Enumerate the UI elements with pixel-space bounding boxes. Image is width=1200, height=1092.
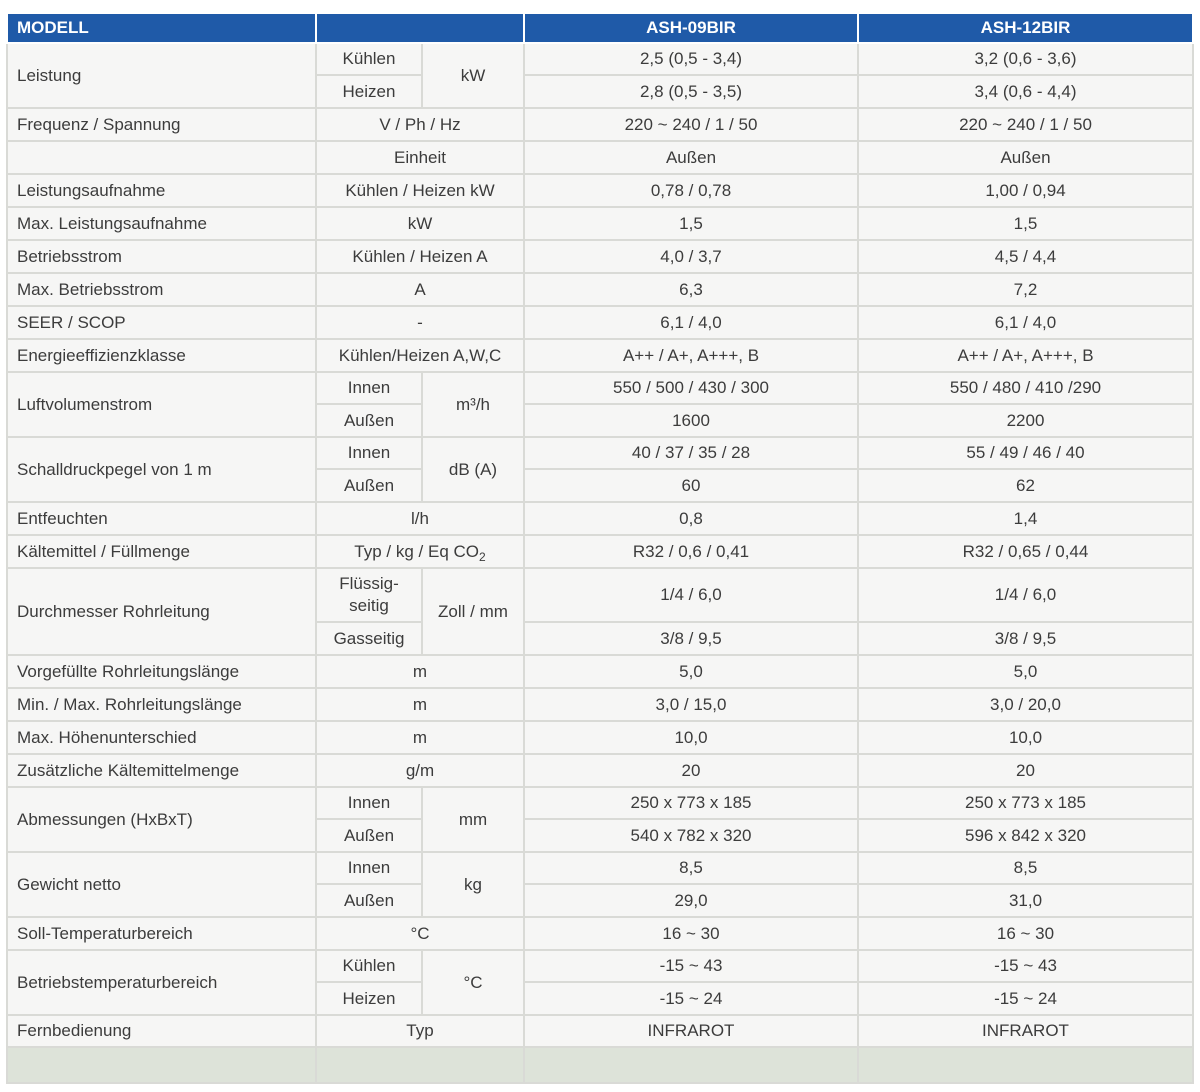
- row-label: Vorgefüllte Rohrleitungslänge: [7, 655, 316, 688]
- unit-cell: °C: [422, 950, 524, 1015]
- footer-cell: [524, 1047, 858, 1083]
- value-b: 20: [858, 754, 1193, 787]
- row-label: Zusätzliche Kältemittelmenge: [7, 754, 316, 787]
- unit-cell: Kühlen/Heizen A,W,C: [316, 339, 524, 372]
- table-row: [7, 372, 1193, 404]
- value-a: A++ / A+, A+++, B: [524, 339, 858, 372]
- unit-cell: Kühlen / Heizen A: [316, 240, 524, 273]
- table-row: [7, 721, 1193, 754]
- value-b: 10,0: [858, 721, 1193, 754]
- value-a: 6,1 / 4,0: [524, 306, 858, 339]
- value-b: Außen: [858, 141, 1193, 174]
- table-row: [7, 108, 1193, 141]
- value-a: 2,8 (0,5 - 3,5): [524, 75, 858, 108]
- row-label: Max. Höhenunterschied: [7, 721, 316, 754]
- row-label: Leistung: [7, 43, 316, 108]
- value-a: 0,8: [524, 502, 858, 535]
- table-row: [7, 339, 1193, 372]
- table-row: [7, 43, 1193, 75]
- unit-cell: -: [316, 306, 524, 339]
- value-a: 10,0: [524, 721, 858, 754]
- table-row: [7, 787, 1193, 819]
- row-label: Fernbedienung: [7, 1015, 316, 1047]
- value-a: INFRAROT: [524, 1015, 858, 1047]
- table-row: [7, 852, 1193, 884]
- value-b: 550 / 480 / 410 /290: [858, 372, 1193, 404]
- table-row: [7, 437, 1193, 469]
- value-b: INFRAROT: [858, 1015, 1193, 1047]
- row-label: Soll-Temperaturbereich: [7, 917, 316, 950]
- row-label: Max. Leistungsaufnahme: [7, 207, 316, 240]
- footer-cell: [858, 1047, 1193, 1083]
- sub-label: Flüssig-seitig: [316, 568, 422, 622]
- unit-cell: V / Ph / Hz: [316, 108, 524, 141]
- row-label: [7, 141, 316, 174]
- value-a: 1,5: [524, 207, 858, 240]
- unit-cell: m³/h: [422, 372, 524, 437]
- value-a: 16 ~ 30: [524, 917, 858, 950]
- row-label: Betriebsstrom: [7, 240, 316, 273]
- unit-cell: g/m: [316, 754, 524, 787]
- value-a: 220 ~ 240 / 1 / 50: [524, 108, 858, 141]
- table-row: [7, 502, 1193, 535]
- value-a: 540 x 782 x 320: [524, 819, 858, 852]
- sub-label: Innen: [316, 852, 422, 884]
- value-b: 3,0 / 20,0: [858, 688, 1193, 721]
- value-a: Außen: [524, 141, 858, 174]
- value-b: 1,4: [858, 502, 1193, 535]
- value-a: 29,0: [524, 884, 858, 917]
- value-b: 2200: [858, 404, 1193, 437]
- table-row: [7, 240, 1193, 273]
- modell-header: MODELL: [7, 13, 316, 43]
- row-label: Frequenz / Spannung: [7, 108, 316, 141]
- value-a: 1600: [524, 404, 858, 437]
- row-label: Abmessungen (HxBxT): [7, 787, 316, 852]
- table-row: [7, 917, 1193, 950]
- table-row: [7, 754, 1193, 787]
- sub-label: Kühlen: [316, 950, 422, 982]
- value-b: 16 ~ 30: [858, 917, 1193, 950]
- value-a: -15 ~ 24: [524, 982, 858, 1015]
- unit-cell: mm: [422, 787, 524, 852]
- row-label: Durchmesser Rohrleitung: [7, 568, 316, 655]
- sub-label: Innen: [316, 372, 422, 404]
- sub-label: Außen: [316, 884, 422, 917]
- unit-cell: Zoll / mm: [422, 568, 524, 655]
- sub-label: Gasseitig: [316, 622, 422, 655]
- unit-cell: m: [316, 655, 524, 688]
- value-a: 1/4 / 6,0: [524, 568, 858, 622]
- value-a: 4,0 / 3,7: [524, 240, 858, 273]
- value-a: 8,5: [524, 852, 858, 884]
- unit-subscript: 2: [479, 549, 486, 564]
- unit-cell: °C: [316, 917, 524, 950]
- value-b: 55 / 49 / 46 / 40: [858, 437, 1193, 469]
- sub-label: Innen: [316, 437, 422, 469]
- unit-cell: Kühlen / Heizen kW: [316, 174, 524, 207]
- row-label: Kältemittel / Füllmenge: [7, 535, 316, 568]
- model-a-header: ASH-09BIR: [524, 13, 858, 43]
- value-b: 1,5: [858, 207, 1193, 240]
- value-b: 62: [858, 469, 1193, 502]
- table-row: [7, 1015, 1193, 1047]
- value-b: 1,00 / 0,94: [858, 174, 1193, 207]
- unit-text: Typ / kg / Eq CO: [354, 541, 480, 561]
- value-a: 20: [524, 754, 858, 787]
- value-a: 550 / 500 / 430 / 300: [524, 372, 858, 404]
- header-row: [7, 13, 1193, 43]
- value-b: 250 x 773 x 185: [858, 787, 1193, 819]
- value-b: 8,5: [858, 852, 1193, 884]
- footer-cell: [7, 1047, 316, 1083]
- unit-cell: m: [316, 721, 524, 754]
- value-a: 5,0: [524, 655, 858, 688]
- row-label: Leistungsaufnahme: [7, 174, 316, 207]
- table-row: [7, 273, 1193, 306]
- value-a: 3/8 / 9,5: [524, 622, 858, 655]
- footer-row: [7, 1047, 1193, 1083]
- unit-cell: l/h: [316, 502, 524, 535]
- value-b: 4,5 / 4,4: [858, 240, 1193, 273]
- sub-label: Außen: [316, 404, 422, 437]
- unit-cell: [316, 535, 524, 568]
- row-label: Min. / Max. Rohrleitungslänge: [7, 688, 316, 721]
- value-b: -15 ~ 24: [858, 982, 1193, 1015]
- row-label: Betriebstemperaturbereich: [7, 950, 316, 1015]
- value-b: 3,2 (0,6 - 3,6): [858, 43, 1193, 75]
- row-label: Schalldruckpegel von 1 m: [7, 437, 316, 502]
- sub-label: Heizen: [316, 982, 422, 1015]
- value-b: 3,4 (0,6 - 4,4): [858, 75, 1193, 108]
- row-label: SEER / SCOP: [7, 306, 316, 339]
- table-row: [7, 568, 1193, 622]
- sub-label: Heizen: [316, 75, 422, 108]
- unit-cell: kW: [316, 207, 524, 240]
- value-a: 60: [524, 469, 858, 502]
- spec-table: [6, 12, 1194, 1084]
- model-b-header: ASH-12BIR: [858, 13, 1193, 43]
- sub-label: Außen: [316, 819, 422, 852]
- value-b: A++ / A+, A+++, B: [858, 339, 1193, 372]
- sub-label: Innen: [316, 787, 422, 819]
- table-row: [7, 688, 1193, 721]
- value-b: 5,0: [858, 655, 1193, 688]
- value-b: 596 x 842 x 320: [858, 819, 1193, 852]
- sub-label: Außen: [316, 469, 422, 502]
- value-a: R32 / 0,6 / 0,41: [524, 535, 858, 568]
- table-row: [7, 306, 1193, 339]
- row-label: Entfeuchten: [7, 502, 316, 535]
- unit-cell: kW: [422, 43, 524, 108]
- value-a: 3,0 / 15,0: [524, 688, 858, 721]
- value-b: 1/4 / 6,0: [858, 568, 1193, 622]
- table-row: [7, 950, 1193, 982]
- table-row: [7, 655, 1193, 688]
- unit-cell: Typ: [316, 1015, 524, 1047]
- unit-cell: Einheit: [316, 141, 524, 174]
- value-a: 2,5 (0,5 - 3,4): [524, 43, 858, 75]
- value-a: -15 ~ 43: [524, 950, 858, 982]
- value-a: 40 / 37 / 35 / 28: [524, 437, 858, 469]
- unit-cell: m: [316, 688, 524, 721]
- value-a: 6,3: [524, 273, 858, 306]
- value-a: 0,78 / 0,78: [524, 174, 858, 207]
- row-label: Max. Betriebsstrom: [7, 273, 316, 306]
- sub-label: Kühlen: [316, 43, 422, 75]
- unit-cell: A: [316, 273, 524, 306]
- unit-cell: dB (A): [422, 437, 524, 502]
- row-label: Luftvolumenstrom: [7, 372, 316, 437]
- value-b: 220 ~ 240 / 1 / 50: [858, 108, 1193, 141]
- row-label: Gewicht netto: [7, 852, 316, 917]
- spec-table-container: [6, 12, 1194, 1084]
- value-b: 3/8 / 9,5: [858, 622, 1193, 655]
- value-b: R32 / 0,65 / 0,44: [858, 535, 1193, 568]
- table-row: [7, 207, 1193, 240]
- footer-cell: [316, 1047, 524, 1083]
- value-b: 6,1 / 4,0: [858, 306, 1193, 339]
- value-b: 31,0: [858, 884, 1193, 917]
- table-row: [7, 174, 1193, 207]
- table-row: [7, 141, 1193, 174]
- unit-cell: kg: [422, 852, 524, 917]
- value-b: -15 ~ 43: [858, 950, 1193, 982]
- table-row: [7, 535, 1193, 568]
- unit-header: [316, 13, 524, 43]
- value-b: 7,2: [858, 273, 1193, 306]
- value-a: 250 x 773 x 185: [524, 787, 858, 819]
- row-label: Energieeffizienzklasse: [7, 339, 316, 372]
